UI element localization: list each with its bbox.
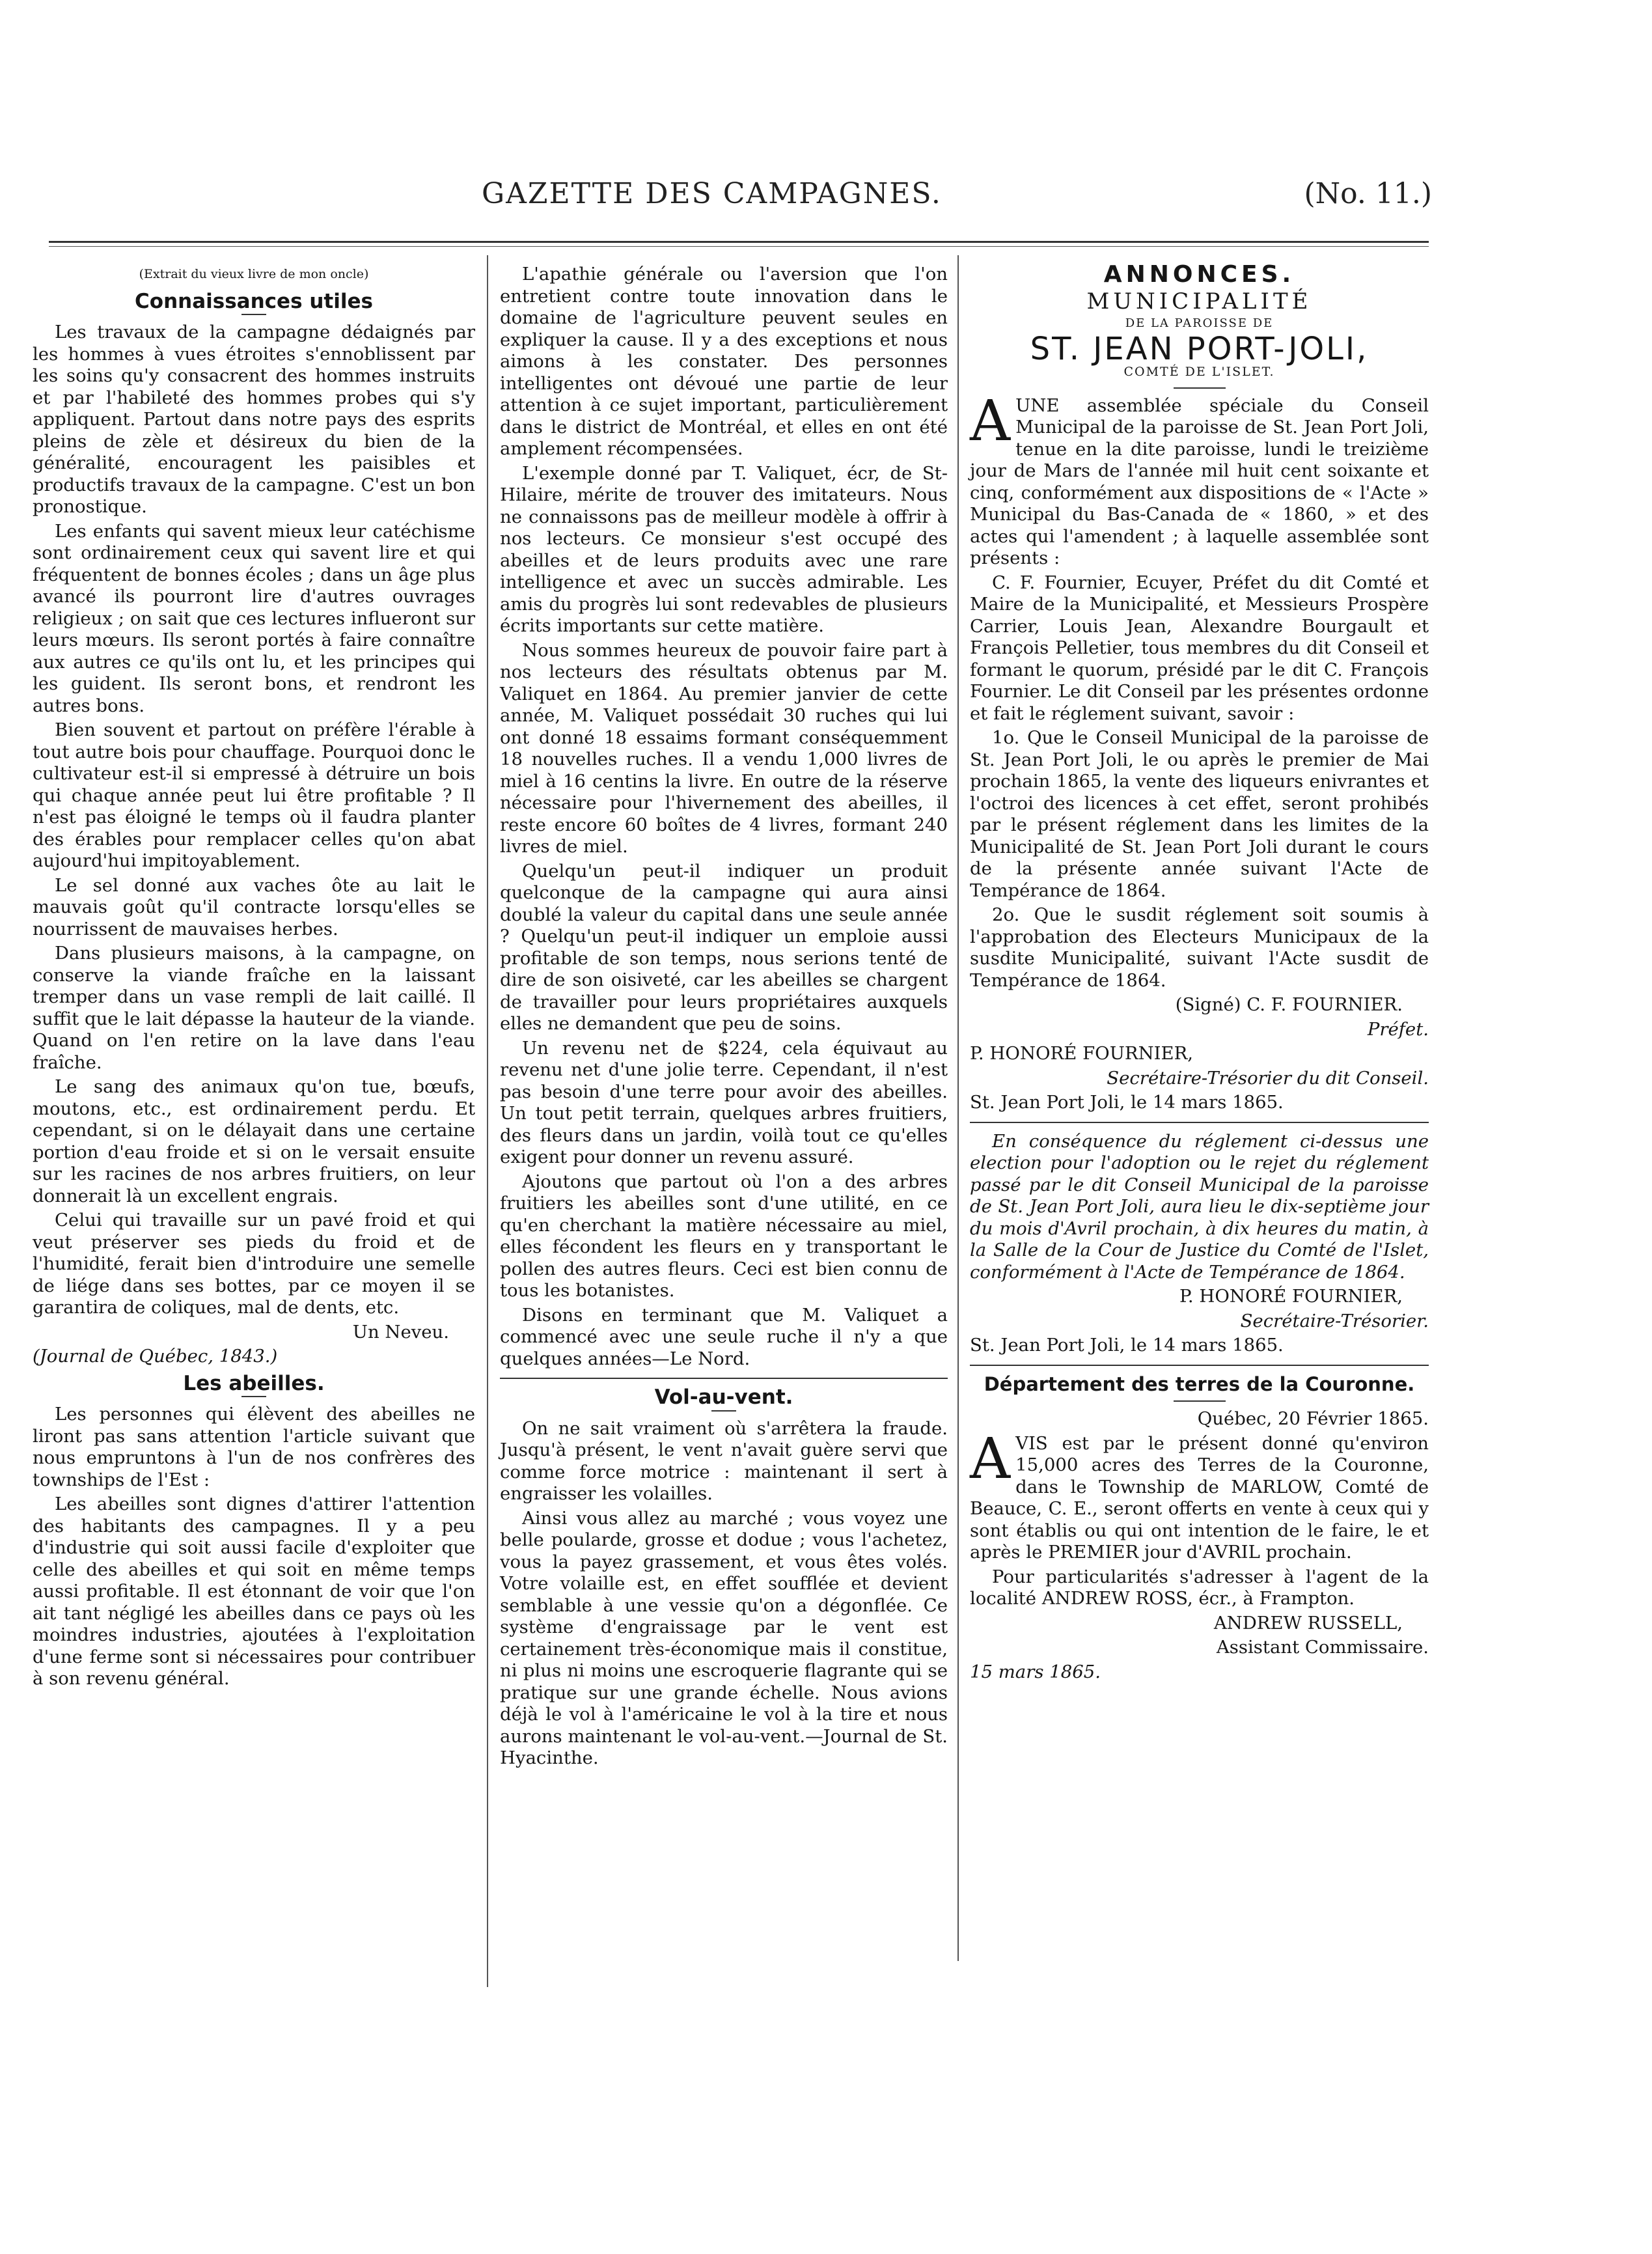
column-3 xyxy=(970,261,1429,1686)
secretary-name: P. HONORÉ FOURNIER, xyxy=(1179,1286,1403,1307)
paragraph: L'exemple donné par T. Valiquet, écr, de St-Hilaire, mérite de trouver des imitateurs. Nous ne connaissons pas de meilleur modèle à offrir à nos lecteurs. Ce monsieur s'est occupé des abeilles et de leurs produits avec une rare intelligence et avec un succès admirable. Les amis du progrès lui sont redevables de plusieurs écrits importants sur cette matière. xyxy=(500,462,948,636)
issue-number: (No. 11.) xyxy=(1304,177,1432,210)
paragraph: Les personnes qui élèvent des abeilles ne liront pas sans attention l'article suivant que nous empruntons à l'un de nos confrères des townships de l'Est : xyxy=(33,1404,475,1490)
drop-cap: A xyxy=(970,1426,1011,1492)
signature-neveu: Un Neveu. xyxy=(352,1321,449,1343)
prefet-title: Préfet. xyxy=(1367,1018,1429,1040)
paragraph: Les travaux de la campagne dédaignés par les hommes à vues étroites s'ennoblissent par les soins qu'y consacrent des hommes instruits et par l'habileté des hommes probes qui s'y appliquent. Partout dans notre pays des esprits pleins de zèle et désireux du bien de la généralité, encouragent les paisibles et productifs travaux de la campagne. C'est un bon pronostique. xyxy=(33,322,475,517)
heading-connaissances: Connaissances utiles xyxy=(135,289,373,313)
top-rule xyxy=(49,241,1429,243)
drop-cap: A xyxy=(970,388,1011,454)
column-2 xyxy=(500,264,948,1772)
column-divider-1 xyxy=(487,255,488,1987)
date-line: 15 mars 1865. xyxy=(970,1661,1101,1682)
paragraph: Bien souvent et partout on préfère l'érable à tout autre bois pour chauffage. Pourquoi donc le cultivateur est-il si empressé à détruire un bois qui chaque année peut lui être profitable ? Il n'est pas éloigné le temps où il faudra planter des érables pour remplacer celles qu'on abat aujourd'hui impitoyablement. xyxy=(33,719,475,871)
paroisse-subtitle: DE LA PAROISSE DE xyxy=(1125,316,1274,330)
paragraph: Le sel donné aux vaches ôte au lait le mauvais goût qu'il contracte lorsqu'elles se nourrissent de mauvaises herbes. xyxy=(33,874,475,939)
paragraph: Les abeilles sont dignes d'attirer l'attention des habitants des campagnes. Il y a peu d'industrie qui soit aussi facile d'exploiter que celle des abeilles et qui soit en même temps aussi profitable. Il est étonnant de voir que l'on ait tant négligé les abeilles dans ce pays où les moindres industries, ajoutées à l'exploitation d'une ferme sont si nécessaires pour contribuer à son revenu général. xyxy=(33,1494,475,1689)
heading-abeilles: Les abeilles. xyxy=(183,1371,325,1395)
journal-credit: (Journal de Québec, 1843.) xyxy=(33,1346,278,1367)
masthead xyxy=(52,177,1432,223)
paragraph: 1o. Que le Conseil Municipal de la paroisse de St. Jean Port Joli, le ou après le premier de Mai prochain 1865, la vente des liqueurs enivrantes et l'octroi des licences à cet effet, seront prohibés par le présent réglement dans les limites de la Municipalité de St. Jean Port Joli durant le cours de la présente année suivant l'Acte de Tempérance de 1864. xyxy=(970,727,1429,901)
heading-dash xyxy=(711,1410,736,1412)
paragraph: Les enfants qui savent mieux leur catéchisme sont ordinairement ceux qui savent lire et qui fréquentent de bonnes écoles ; dans un âge plus avancé ils pourront lire d'autres ouvrages religieux ; on sait que ces lectures influeront sur leurs mœurs. Ils seront portés à faire connaître aux autres ce qu'ils ont lu, et les principes qui les guident. Ils seront bons, et rendront les autres bons. xyxy=(33,520,475,716)
heading-dash xyxy=(241,314,266,315)
secretary-title: Secrétaire-Trésorier du dit Conseil. xyxy=(1107,1067,1429,1089)
paragraph: Ajoutons que partout où l'on a des arbres fruitiers les abeilles sont d'une utilité, en ce qu'en cherchant la matière nécessaire au miel, elles fécondent les fleurs en y transportant le pollen des autres fleurs. Ceci est bien connu de tous les botanistes. xyxy=(500,1171,948,1301)
paragraph: Pour particularités s'adresser à l'agent de la localité ANDREW ROSS, écr., à Frampton. xyxy=(970,1566,1429,1609)
paragraph: C. F. Fournier, Ecuyer, Préfet du dit Comté et Maire de la Municipalité, et Messieurs Prospère Carrier, Louis Jean, Alexandre Bourgault et François Pelletier, tous membres du dit Conseil et formant le quorum, présidé par le dit C. François Fournier. Le dit Conseil par les présentes ordonne et fait le réglement suivant, savoir : xyxy=(970,572,1429,724)
paragraph: Celui qui travaille sur un pavé froid et qui veut préserver ses pieds du froid et de l'humidité, ferait bien d'introduire une semelle de liége dans ses bottes, par ce moyen il se garantira de coliques, mal de dents, etc. xyxy=(33,1210,475,1318)
heading-vol-au-vent: Vol-au-vent. xyxy=(654,1385,793,1409)
paragraph: Un revenu net de $224, cela équivaut au revenu net d'une jolie terre. Cependant, il n'est pas besoin d'une terre pour avoir des abeilles. Un tout petit terrain, quelques arbres fruitiers, des fleurs dans un jardin, voilà tout ce qu'elles exigent pour donner un revenu assuré. xyxy=(500,1037,948,1167)
annonces-heading: ANNONCES. xyxy=(1103,261,1295,288)
newspaper-title: GAZETTE DES CAMPAGNES. xyxy=(482,177,942,210)
comte-subtitle: COMTÉ DE L'ISLET. xyxy=(1123,365,1275,379)
section-rule xyxy=(500,1378,948,1379)
department-heading: Département des terres de la Couronne. xyxy=(984,1372,1415,1395)
paragraph: Dans plusieurs maisons, à la campagne, on conserve la viande fraîche en la laissant tremper dans un vase rempli de lait caillé. Il suffit que le lait dépasse la hauteur de la viande. Quand on l'en retire on la lave dans l'eau fraîche. xyxy=(33,943,475,1073)
notice-paragraph: AUNE assemblée spéciale du Conseil Municipal de la paroisse de St. Jean Port Joli, tenue en la dite paroisse, lundi le treizième jour de Mars de l'année mil huit cent soixante et cinq, conformément aux dispositions de « l'Acte » Municipal du Bas-Canada de « 1860, » et des actes qui l'amendent ; à laquelle assemblée sont présents : xyxy=(970,388,1429,568)
paragraph: 2o. Que le susdit réglement soit soumis à l'approbation des Electeurs Municipaux de la susdite Municipalité, suivant l'Acte susdit de Tempérance de 1864. xyxy=(970,904,1429,991)
paragraph: Nous sommes heureux de pouvoir faire part à nos lecteurs des résultats obtenus par M. Valiquet en 1864. Au premier janvier de cette année, M. Valiquet possédait 30 ruches qui lui ont donné 18 essaims formant conséquemment 18 nouvelles ruches. Il a vendu 1,000 livres de miel à 16 centins la livre. En outre de la réserve nécessaire pour l'hivernement des abeilles, il reste encore 60 boîtes de 4 livres, formant 240 livres de miel. xyxy=(500,639,948,857)
paragraph: En conséquence du réglement ci-dessus une election pour l'adoption ou le rejet du réglement passé par le dit Conseil Municipal de la paroisse de St. Jean Port Joli, aura lieu le dix-septième jour du mois d'Avril prochain, à dix heures du matin, à la Salle de la Cour de Justice du Comté de l'Islet, conformément à l'Acte de Tempérance de 1864. xyxy=(970,1130,1429,1283)
paragraph: Disons en terminant que M. Valiquet a commencé avec une seule ruche il n'y a que quelques années—Le Nord. xyxy=(500,1304,948,1369)
short-rule xyxy=(1174,1400,1226,1402)
signe-line: (Signé) C. F. FOURNIER. xyxy=(1175,994,1403,1015)
municipalite-title: MUNICIPALITÉ xyxy=(1086,288,1312,314)
section-rule xyxy=(970,1365,1429,1366)
assistant-title: Assistant Commissaire. xyxy=(1216,1637,1429,1658)
column-1 xyxy=(33,264,475,1693)
paragraph: Le sang des animaux qu'on tue, bœufs, moutons, etc., est ordinairement perdu. Et cependant, si on le délayait dans une certaine portion d'eau froide et si on le versait ensuite sur les racines de nos arbres fruitiers, on leur donnerait là un excellent engrais. xyxy=(33,1076,475,1206)
date-line: St. Jean Port Joli, le 14 mars 1865. xyxy=(970,1335,1284,1356)
russell-name: ANDREW RUSSELL, xyxy=(1213,1612,1403,1634)
date-line: St. Jean Port Joli, le 14 mars 1865. xyxy=(970,1092,1284,1113)
paragraph: L'apathie générale ou l'aversion que l'on entretient contre toute innovation dans le domaine de l'agriculture peuvent seules en expliquer la cause. Il y a des exceptions et nous aimons à les constater. Des personnes intelligentes ont dévoué une partie de leur attention à ce sujet important, particulièrement dans le district de Montréal, et elles en ont été amplement récompensées. xyxy=(500,264,948,459)
paragraph: On ne sait vraiment où s'arrêtera la fraude. Jusqu'à présent, le vent n'avait guère servi que comme force motrice : maintenant il sert à engraisser les volailles. xyxy=(500,1417,948,1504)
st-jean-title: ST. JEAN PORT-JOLI, xyxy=(1030,330,1369,367)
paragraph: Quelqu'un peut-il indiquer un produit quelconque de la campagne qui aura ainsi doublé la valeur du capital dans une seule année ? Quelqu'un peut-il indiquer un emploie aussi profitable de son temps, nous serions tenté de dire de son oisiveté, car les abeilles se chargent de travailler pour leurs propriétaires auxquels elles ne demandent que peu de soins. xyxy=(500,860,948,1034)
secretary-title: Secrétaire-Trésorier. xyxy=(1240,1310,1429,1331)
short-rule xyxy=(1174,387,1226,389)
column-divider-2 xyxy=(957,255,959,1961)
avis-paragraph: AVIS est par le présent donné qu'environ 15,000 acres des Terres de la Couronne, dans le Township de MARLOW, Comté de Beauce, C. E., seront offerts en vente à ceux qui y sont établis ou qui ont intention de le faire, le et après le PREMIER jour d'AVRIL prochain. xyxy=(970,1426,1429,1563)
paragraph: Ainsi vous allez au marché ; vous voyez une belle poularde, grosse et dodue ; vous l'achetez, vous la payez grassement, et vous êtes volés. Votre volaille est, en effet soufflée et devient semblable à une vessie qu'on a dégonflée. Ce système d'engraissage par le vent est certainement très-économique mais il constitue, ni plus ni moins une escroquerie flagrante qui se pratique sur une grande échelle. Nous avions déjà le vol à l'américaine le vol à la tire et nous aurons maintenant le vol-au-vent.—Journal de St. Hyacinthe. xyxy=(500,1507,948,1768)
quebec-date: Québec, 20 Février 1865. xyxy=(1197,1408,1429,1429)
top-rule-thin xyxy=(49,246,1429,247)
secretary-name: P. HONORÉ FOURNIER, xyxy=(970,1043,1194,1064)
section-rule xyxy=(970,1122,1429,1123)
source-note: (Extrait du vieux livre de mon oncle) xyxy=(139,267,369,281)
heading-dash xyxy=(241,1396,266,1397)
